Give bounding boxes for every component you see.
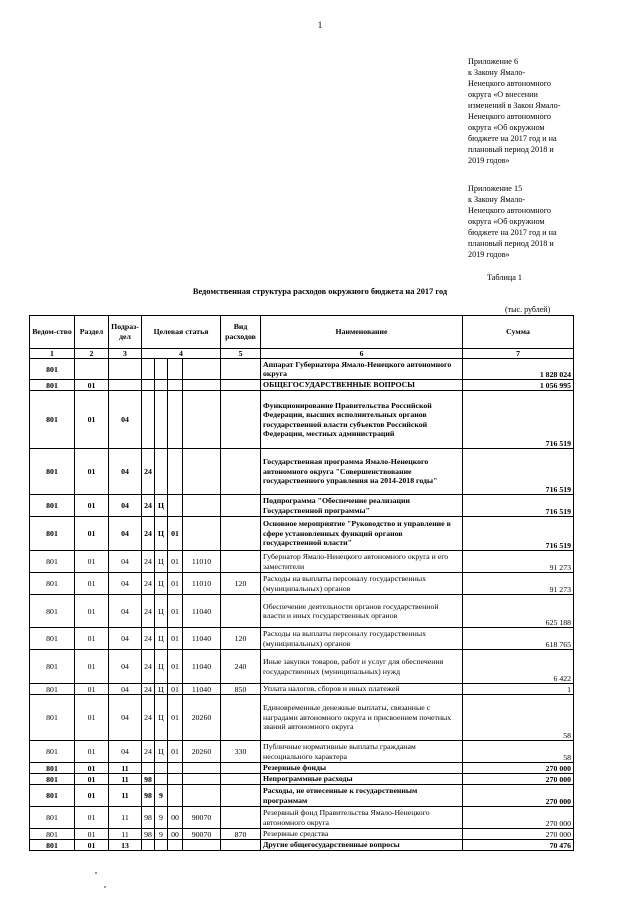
cell-podrazdel: 11: [109, 785, 142, 807]
cell-ved: 801: [30, 391, 75, 449]
cell-tsel-1: 24: [142, 573, 155, 595]
cell-vid: 120: [221, 628, 261, 650]
cell-tsel-4: [183, 517, 221, 551]
table-body: [30, 359, 574, 851]
cell-sum: 58: [463, 695, 574, 741]
cell-razdel: 01: [75, 650, 109, 684]
cell-tsel-4: 20260: [183, 741, 221, 763]
cell-razdel: 01: [75, 829, 109, 840]
cell-sum: 1: [463, 684, 574, 695]
appendix-line: к Закону Ямало-: [468, 195, 526, 204]
cell-podrazdel: 11: [109, 774, 142, 785]
cell-sum: 716 519: [463, 495, 574, 517]
cell-vid: [221, 495, 261, 517]
header-ved: Ведом-ство: [30, 316, 75, 349]
column-number: 2: [75, 349, 109, 359]
cell-tsel-1: 24: [142, 551, 155, 573]
cell-ved: 801: [30, 495, 75, 517]
cell-vid: [221, 763, 261, 774]
cell-podrazdel: 04: [109, 595, 142, 628]
table-row: [30, 380, 574, 391]
cell-tsel-4: 90070: [183, 829, 221, 840]
cell-tsel-2: [155, 449, 168, 495]
cell-tsel-2: Ц: [155, 495, 168, 517]
cell-razdel: 01: [75, 449, 109, 495]
cell-name: Другие общегосударственные вопросы: [261, 840, 463, 851]
cell-podrazdel: 11: [109, 763, 142, 774]
table-row: [30, 840, 574, 851]
cell-tsel-3: 01: [168, 551, 183, 573]
cell-ved: 801: [30, 763, 75, 774]
cell-razdel: 01: [75, 774, 109, 785]
cell-podrazdel: 11: [109, 829, 142, 840]
table-row: [30, 391, 574, 449]
cell-tsel-4: 11040: [183, 650, 221, 684]
cell-vid: 850: [221, 684, 261, 695]
cell-ved: 801: [30, 359, 75, 380]
cell-sum: 270 000: [463, 785, 574, 807]
cell-tsel-2: Ц: [155, 650, 168, 684]
cell-tsel-2: [155, 763, 168, 774]
appendix-line: изменений в Закон Ямало-: [468, 101, 561, 110]
cell-tsel-4: 11010: [183, 573, 221, 595]
cell-tsel-1: 98: [142, 807, 155, 829]
cell-vid: 120: [221, 573, 261, 595]
appendix-line: Ненецкого автономного: [468, 112, 551, 121]
table-row: [30, 495, 574, 517]
cell-podrazdel: 11: [109, 807, 142, 829]
cell-ved: 801: [30, 449, 75, 495]
table-row: [30, 695, 574, 741]
cell-podrazdel: [109, 359, 142, 380]
cell-podrazdel: 04: [109, 517, 142, 551]
cell-tsel-4: [183, 763, 221, 774]
table-row: [30, 741, 574, 763]
appendix-line: к Закону Ямало-: [468, 68, 526, 77]
cell-tsel-2: 9: [155, 829, 168, 840]
appendix-line: 2019 годов»: [468, 156, 510, 165]
cell-tsel-1: 24: [142, 595, 155, 628]
cell-razdel: 01: [75, 695, 109, 741]
cell-name: Аппарат Губернатора Ямало-Ненецкого автономного округа: [261, 359, 463, 380]
header-vid: Вид расходов: [221, 316, 261, 349]
cell-podrazdel: 04: [109, 495, 142, 517]
table-row: [30, 829, 574, 840]
cell-tsel-2: Ц: [155, 684, 168, 695]
cell-tsel-4: [183, 785, 221, 807]
table-row: [30, 763, 574, 774]
header-podrazdel: Подраз-дел: [109, 316, 142, 349]
cell-tsel-1: 24: [142, 684, 155, 695]
cell-vid: 330: [221, 741, 261, 763]
table-label: Таблица 1: [487, 273, 523, 282]
cell-ved: 801: [30, 573, 75, 595]
table-row: [30, 774, 574, 785]
cell-vid: [221, 380, 261, 391]
cell-tsel-4: 11040: [183, 684, 221, 695]
cell-name: Обеспечение деятельности органов государственной власти и иных государственных органов: [261, 595, 463, 628]
cell-sum: 1 056 995: [463, 380, 574, 391]
cell-tsel-1: 24: [142, 517, 155, 551]
cell-ved: 801: [30, 840, 75, 851]
cell-tsel-2: Ц: [155, 741, 168, 763]
table-row: [30, 449, 574, 495]
cell-vid: [221, 785, 261, 807]
table-row: [30, 807, 574, 829]
budget-table: [29, 315, 574, 851]
cell-tsel-1: [142, 763, 155, 774]
cell-tsel-4: 11040: [183, 628, 221, 650]
appendix-line: округа «О внесении: [468, 90, 538, 99]
cell-podrazdel: 04: [109, 449, 142, 495]
units-label: (тыс. рублей): [505, 305, 551, 314]
cell-tsel-2: [155, 840, 168, 851]
cell-ved: 801: [30, 774, 75, 785]
cell-name: Функционирование Правительства Российской Федерации, высших исполнительных органов государственной власти субъектов Российской Федерации, местных администраций: [261, 391, 463, 449]
cell-tsel-1: 24: [142, 695, 155, 741]
cell-razdel: 01: [75, 840, 109, 851]
cell-tsel-3: [168, 785, 183, 807]
cell-sum: 70 476: [463, 840, 574, 851]
cell-tsel-4: 11010: [183, 551, 221, 573]
cell-tsel-3: [168, 391, 183, 449]
cell-ved: 801: [30, 380, 75, 391]
cell-tsel-3: 00: [168, 807, 183, 829]
column-number: 3: [109, 349, 142, 359]
cell-sum: 270 000: [463, 763, 574, 774]
cell-tsel-2: Ц: [155, 595, 168, 628]
cell-tsel-4: 20260: [183, 695, 221, 741]
cell-vid: 240: [221, 650, 261, 684]
cell-sum: 91 273: [463, 573, 574, 595]
cell-vid: 870: [221, 829, 261, 840]
cell-name: Резервные средства: [261, 829, 463, 840]
cell-vid: [221, 595, 261, 628]
scan-speck: [95, 872, 97, 874]
cell-podrazdel: 04: [109, 628, 142, 650]
cell-tsel-4: [183, 449, 221, 495]
page-number: 1: [317, 20, 323, 30]
cell-tsel-2: Ц: [155, 573, 168, 595]
appendix-note-6: [468, 56, 578, 166]
cell-vid: [221, 359, 261, 380]
column-number: 5: [221, 349, 261, 359]
cell-tsel-1: 24: [142, 741, 155, 763]
cell-tsel-3: [168, 380, 183, 391]
cell-tsel-3: 01: [168, 517, 183, 551]
cell-name: Резервные фонды: [261, 763, 463, 774]
appendix-line: Ненецкого автономного: [468, 206, 551, 215]
document-title: Ведомственная структура расходов окружного бюджета на 2017 год: [192, 287, 448, 296]
cell-tsel-1: 98: [142, 774, 155, 785]
cell-vid: [221, 840, 261, 851]
cell-tsel-1: [142, 380, 155, 391]
cell-tsel-1: 24: [142, 495, 155, 517]
cell-tsel-3: [168, 359, 183, 380]
cell-tsel-2: 9: [155, 807, 168, 829]
table-row: [30, 359, 574, 380]
header-tsel: Целевая статья: [142, 316, 221, 349]
cell-sum: 91 273: [463, 551, 574, 573]
table-row: [30, 517, 574, 551]
table-row: [30, 684, 574, 695]
cell-podrazdel: 04: [109, 573, 142, 595]
cell-razdel: 01: [75, 517, 109, 551]
table-row: [30, 573, 574, 595]
cell-podrazdel: 04: [109, 695, 142, 741]
cell-podrazdel: 13: [109, 840, 142, 851]
cell-ved: 801: [30, 650, 75, 684]
cell-name: Непрограммные расходы: [261, 774, 463, 785]
cell-razdel: 01: [75, 595, 109, 628]
cell-name: Расходы на выплаты персоналу государственных (муниципальных) органов: [261, 628, 463, 650]
cell-name: Резервный фонд Правительства Ямало-Ненецкого автономного округа: [261, 807, 463, 829]
appendix-line: бюджете на 2017 год и на: [468, 134, 557, 143]
cell-tsel-2: Ц: [155, 551, 168, 573]
cell-razdel: 01: [75, 785, 109, 807]
cell-name: Расходы, не отнесенные к государственным программам: [261, 785, 463, 807]
cell-razdel: 01: [75, 495, 109, 517]
cell-podrazdel: 04: [109, 650, 142, 684]
cell-tsel-3: 01: [168, 573, 183, 595]
cell-ved: 801: [30, 785, 75, 807]
cell-podrazdel: 04: [109, 741, 142, 763]
cell-ved: 801: [30, 628, 75, 650]
cell-ved: 801: [30, 684, 75, 695]
cell-name: Подпрограмма "Обеспечение реализации Государственной программы": [261, 495, 463, 517]
appendix-line: Приложение 15: [468, 184, 523, 193]
cell-tsel-3: [168, 840, 183, 851]
cell-sum: 618 765: [463, 628, 574, 650]
cell-vid: [221, 449, 261, 495]
cell-tsel-4: 11040: [183, 595, 221, 628]
cell-razdel: 01: [75, 628, 109, 650]
cell-tsel-3: 01: [168, 741, 183, 763]
column-number: 6: [261, 349, 463, 359]
cell-name: Основное мероприятие "Руководство и управление в сфере установленных функций органов государственной власти": [261, 517, 463, 551]
cell-tsel-1: [142, 391, 155, 449]
cell-tsel-4: [183, 380, 221, 391]
cell-tsel-2: [155, 774, 168, 785]
cell-razdel: 01: [75, 741, 109, 763]
appendix-line: округа «Об окружном: [468, 123, 545, 132]
cell-razdel: 01: [75, 391, 109, 449]
cell-sum: 270 000: [463, 774, 574, 785]
cell-razdel: 01: [75, 807, 109, 829]
cell-ved: 801: [30, 807, 75, 829]
cell-tsel-1: 24: [142, 449, 155, 495]
cell-tsel-3: [168, 449, 183, 495]
appendix-line: Ненецкого автономного: [468, 79, 551, 88]
cell-tsel-2: 9: [155, 785, 168, 807]
cell-razdel: 01: [75, 380, 109, 391]
cell-tsel-3: 01: [168, 628, 183, 650]
cell-name: ОБЩЕГОСУДАРСТВЕННЫЕ ВОПРОСЫ: [261, 380, 463, 391]
table-row: [30, 551, 574, 573]
cell-tsel-3: [168, 774, 183, 785]
cell-podrazdel: 04: [109, 684, 142, 695]
cell-sum: 716 519: [463, 391, 574, 449]
cell-ved: 801: [30, 741, 75, 763]
appendix-line: плановый период 2018 и: [468, 239, 554, 248]
appendix-line: бюджете на 2017 год и на: [468, 228, 557, 237]
cell-podrazdel: [109, 380, 142, 391]
cell-tsel-3: [168, 763, 183, 774]
header-name: Наименование: [261, 316, 463, 349]
cell-name: Публичные нормативные выплаты гражданам несоциального характера: [261, 741, 463, 763]
cell-sum: 6 422: [463, 650, 574, 684]
cell-name: Уплата налогов, сборов и иных платежей: [261, 684, 463, 695]
header-razdel: Раздел: [75, 316, 109, 349]
cell-tsel-4: [183, 359, 221, 380]
cell-sum: 58: [463, 741, 574, 763]
appendix-line: округа «Об окружном: [468, 217, 545, 226]
cell-tsel-3: 01: [168, 684, 183, 695]
cell-ved: 801: [30, 517, 75, 551]
scan-speck: [104, 886, 106, 888]
cell-tsel-1: [142, 359, 155, 380]
cell-razdel: 01: [75, 684, 109, 695]
cell-vid: [221, 807, 261, 829]
cell-sum: 625 188: [463, 595, 574, 628]
cell-name: Государственная программа Ямало-Ненецкого автономного округа "Совершенствование государственного управления на 2014-2018 годы": [261, 449, 463, 495]
cell-razdel: 01: [75, 573, 109, 595]
cell-podrazdel: 04: [109, 551, 142, 573]
cell-name: Расходы на выплаты персоналу государственных (муниципальных) органов: [261, 573, 463, 595]
header-sum: Сумма: [463, 316, 574, 349]
appendix-line: 2019 годов»: [468, 250, 510, 259]
cell-ved: 801: [30, 829, 75, 840]
cell-tsel-1: 24: [142, 650, 155, 684]
cell-tsel-3: 01: [168, 595, 183, 628]
cell-razdel: 01: [75, 763, 109, 774]
cell-sum: 270 000: [463, 807, 574, 829]
cell-name: Иные закупки товаров, работ и услуг для обеспечения государственных (муниципальных) нужд: [261, 650, 463, 684]
cell-ved: 801: [30, 551, 75, 573]
table-row: [30, 595, 574, 628]
cell-tsel-2: [155, 380, 168, 391]
cell-tsel-4: [183, 840, 221, 851]
column-number: 1: [30, 349, 75, 359]
appendix-note-15: [468, 183, 578, 260]
cell-tsel-3: 01: [168, 650, 183, 684]
table-row: [30, 650, 574, 684]
cell-sum: 716 519: [463, 449, 574, 495]
cell-tsel-4: 90070: [183, 807, 221, 829]
cell-podrazdel: 04: [109, 391, 142, 449]
cell-tsel-1: [142, 840, 155, 851]
cell-tsel-4: [183, 391, 221, 449]
cell-tsel-4: [183, 774, 221, 785]
appendix-line: плановый период 2018 и: [468, 145, 554, 154]
cell-razdel: 01: [75, 551, 109, 573]
cell-name: Единовременные денежные выплаты, связанные с наградами автономного округа и присвоением почетных званий автономного округа: [261, 695, 463, 741]
cell-tsel-1: 98: [142, 785, 155, 807]
cell-sum: 1 828 024: [463, 359, 574, 380]
cell-tsel-3: 01: [168, 695, 183, 741]
cell-tsel-2: [155, 391, 168, 449]
column-number: 4: [142, 349, 221, 359]
cell-vid: [221, 695, 261, 741]
cell-tsel-2: Ц: [155, 517, 168, 551]
cell-tsel-1: 98: [142, 829, 155, 840]
cell-tsel-2: [155, 359, 168, 380]
appendix-line: Приложение 6: [468, 57, 519, 66]
cell-tsel-2: Ц: [155, 628, 168, 650]
cell-ved: 801: [30, 695, 75, 741]
cell-tsel-4: [183, 495, 221, 517]
column-number: 7: [463, 349, 574, 359]
cell-tsel-3: [168, 495, 183, 517]
cell-vid: [221, 774, 261, 785]
cell-name: Губернатор Ямало-Ненецкого автономного округа и его заместители: [261, 551, 463, 573]
cell-tsel-3: 00: [168, 829, 183, 840]
cell-ved: 801: [30, 595, 75, 628]
cell-sum: 270 000: [463, 829, 574, 840]
cell-vid: [221, 551, 261, 573]
cell-razdel: [75, 359, 109, 380]
cell-tsel-1: 24: [142, 628, 155, 650]
table-row: [30, 628, 574, 650]
cell-tsel-2: Ц: [155, 695, 168, 741]
cell-vid: [221, 391, 261, 449]
cell-vid: [221, 517, 261, 551]
table-row: [30, 785, 574, 807]
column-number-row: [30, 349, 574, 359]
cell-sum: 716 519: [463, 517, 574, 551]
